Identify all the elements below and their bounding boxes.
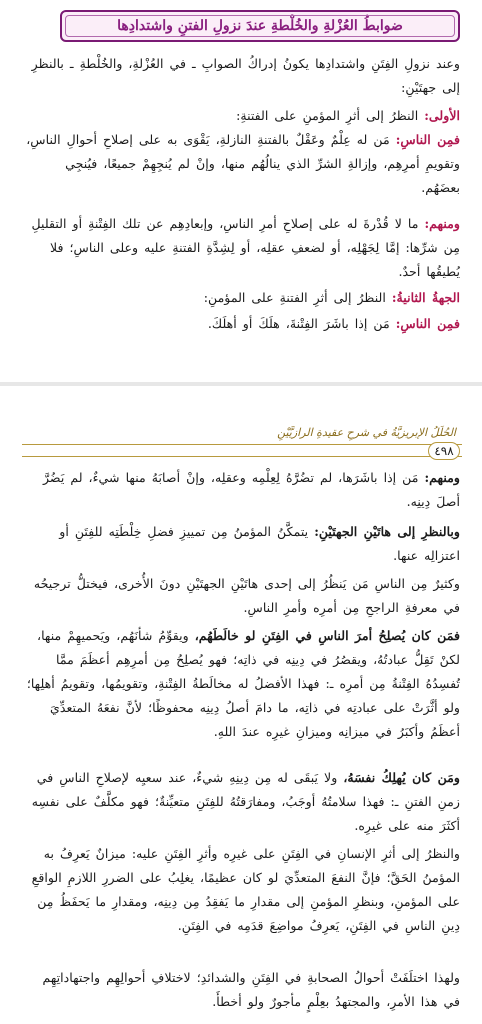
intro-text: وعند نزولِ الفِتَنِ واشتدادِها يكونُ إدراكُ الصوابِ ـ في العُزْلةِ، والخُلْطةِ ـ بالنظرِ إلى جهتَيْنِ: <box>31 56 460 95</box>
p2-para-2-text: يتمكَّنُ المؤمنُ مِن تمييزِ فضلِ خِلْطَتِه للفِتَنِ أو اعتزالِه عنها. <box>59 524 460 563</box>
people-type-1 <box>24 128 460 200</box>
people-type-1-text: مَن له عِلْمٌ وعَقْلٌ بالفتنةِ النازلةِ، يَقْوَى به على إصلاحِ أحوالِ الناسِ، وتقويمِ أمرِهِم، وإزالةِ الشرِّ الذي ينالُهُم منها، وإنْ لم يُنجِهِمْ جميعًا، فيُنجِي بعضَهُم. <box>26 132 460 195</box>
people-type-3-label: فمِن الناسِ: <box>395 316 460 331</box>
p2-para-2 <box>24 520 460 568</box>
p2-para-6 <box>24 842 460 938</box>
p2-para-4 <box>24 624 460 744</box>
people-type-2 <box>24 212 460 284</box>
section-title: ضوابطُ العُزْلةِ والخُلْطةِ عندَ نزولِ الفتنِ واشتدادِها <box>117 18 403 34</box>
p2-para-7 <box>24 966 460 1014</box>
second-aspect-text: النظرُ إلى أثرِ الفتنةِ على المؤمنِ: <box>203 290 386 305</box>
first-aspect-label: الأولى: <box>424 108 460 123</box>
people-type-1-label: فمِن الناسِ: <box>395 132 460 147</box>
p2-para-5 <box>24 766 460 838</box>
header-rule-bottom <box>22 456 462 457</box>
p2-para-4-text: ويقوِّمُ شأنَهُم، ويَحميهِمْ منها، لكنْ تَقِلُّ عبادتُهُ، ويقصُرُ في دِينِه في ذاتِه؛ فهو يُصلِحُ مِن أمرِهِم أعظَمَ ممَّا تُفسِدُهُ الفِتْنةُ مِن أمرِه ـ: فهذا الأفضلُ له مخالَطةُ الفِتْنةِ، وتقويمُها، وتقويمُ أهلِها؛ ولو أثَّرَتْ على عبادتِه في ذاتِه، ما دامَ أصلُ دِينِه محفوظًا؛ لأنَّ نفعَهُ المتعدِّيَ أعظَمُ وأكبَرُ في ميزانِه وميزانِ غيرِه عندَ اللهِ. <box>26 628 460 739</box>
p2-para-2-label: وبالنظرِ إلى هاتَيْنِ الجهتَيْنِ: <box>314 524 460 539</box>
people-type-3-text: مَن إذا باشَرَ الفِتْنةَ، هلَكَ أو أهلَكَ. <box>207 316 390 331</box>
p2-para-3 <box>24 572 460 620</box>
page-top <box>0 0 482 384</box>
people-type-3 <box>24 312 460 336</box>
running-title: الحُلَلُ الإبريزيَّةُ في شرحِ عقيدةِ الرازيَّيْنِ <box>277 426 456 439</box>
people-type-2-text: ما لا قُدْرةَ له على إصلاحِ أمرِ الناسِ، وإبعادِهِم عن تلك الفِتْنةِ أو التقليلِ مِن شرِّها: إمَّا لِجَهْلِه، أو لضعفِ عقلِه، أو لِشِدَّةِ الفتنةِ عليه وعلى الناسِ؛ فلا يُطيقُها أحدٌ. <box>31 216 460 279</box>
first-aspect-heading <box>24 104 460 128</box>
p2-para-3-text: وكثيرٌ مِن الناسِ مَن يَنظُرُ إلى إحدى هاتَيْنِ الجهتَيْنِ دونَ الأُخرى، فيختلُّ ترجيحُه في معرفةِ الراجحِ مِن أمرِه وأمرِ الناسِ. <box>33 576 460 615</box>
second-aspect-label: الجهةُ الثانيةُ: <box>391 290 460 305</box>
p2-para-7-text: ولهذا اختلَفَتْ أحوالُ الصحابةِ في الفِتَنِ والشدائدِ؛ لاختلافِ أحوالِهِم واجتهاداتِهِم في هذا الأمرِ، والمجتهدُ بعِلْمٍ مأجورٌ ولو أخطأَ. <box>42 970 460 1009</box>
people-type-2-label: ومنهم: <box>424 216 460 231</box>
p2-para-5-text: ولا يَبقَى له مِن دِينِهِ شيءٌ، عند سعيِه لإصلاحِ الناسِ في زمنِ الفتنِ ـ: فهذا سلامتُهُ أوجَبُ، ومفارَقتُهُ للفِتَنِ متعيِّنةٌ؛ فهو مكلَّفٌ على نفسِه أكثَرَ منه على غيرِه. <box>31 770 460 833</box>
intro-paragraph <box>24 52 460 100</box>
p2-para-1 <box>24 466 460 514</box>
page-bottom <box>0 386 482 1024</box>
p2-para-6-text: والنظرُ إلى أثرِ الإنسانِ في الفِتَنِ على غيرِه وأثرِ الفِتَنِ عليه: ميزانٌ يَعرِفُ به المؤمنُ الحَقَّ؛ فإنَّ النفعَ المتعدِّيَ لو كان عظيمًا، يغلِبُ على الضررِ اللازمِ الواقعِ على المؤمنِ، وبنظرِ المؤمنِ إلى مقدارِ ما يَفقِدُ مِن دِينِه، ومقدارِ ما يَحفَظُ مِن دِينِ الناسِ في الفِتَنِ، يَعرِفُ مواضِعَ قدَمِه في الفِتَنِ. <box>31 846 460 933</box>
p2-para-4-label: فمَن كان يُصلِحُ أمرَ الناسِ في الفِتَنِ لو خالَطَهُم، <box>194 628 460 643</box>
header-rule-top <box>22 444 462 445</box>
page-number: ٤٩٨ <box>428 442 460 460</box>
p2-para-5-label: ومَن كان يُهلِكُ نفسَهُ، <box>343 770 460 785</box>
p2-para-1-label: ومنهم: <box>424 470 460 485</box>
first-aspect-text: النظرُ إلى أثرِ المؤمنِ على الفتنةِ: <box>236 108 419 123</box>
second-aspect-heading <box>24 286 460 310</box>
section-title-box <box>60 10 460 42</box>
p2-para-1-text: مَن إذا باشَرَها، لم تضُرَّهُ لِعِلْمِه وعقلِه، وإنْ أصابَهُ منها شيءٌ، لم يَضُرَّ أصلَ دِينِه. <box>42 470 460 509</box>
